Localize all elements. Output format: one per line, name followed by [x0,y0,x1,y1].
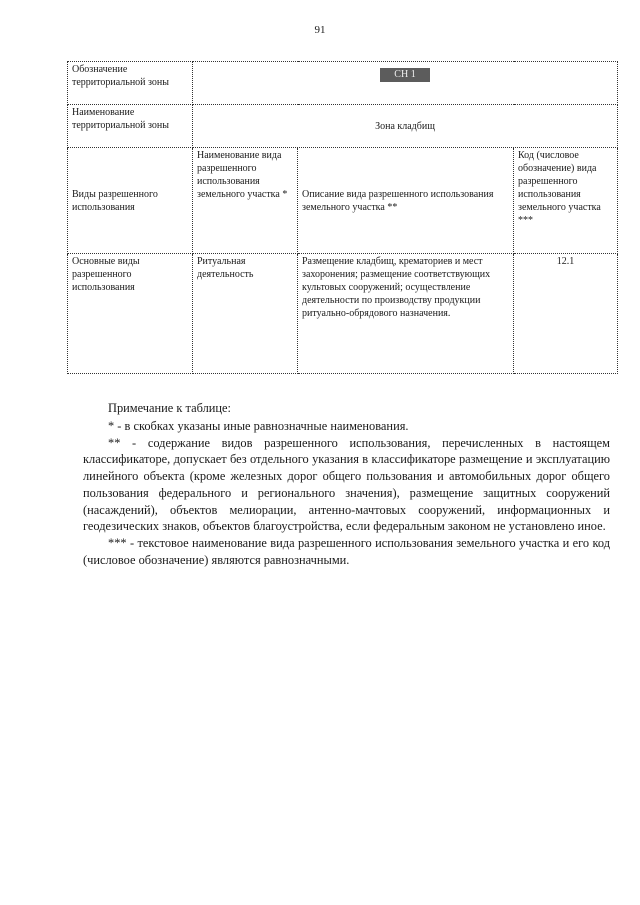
table-row-zone-name [68,105,618,148]
note-1: * - в скобках указаны иные равнозначные наименования. [108,419,409,433]
zone-code-label: Обозначение территориальной зоны [68,62,193,105]
notes-block [83,418,610,568]
table-header-row [68,148,618,254]
note-2: ** - содержание видов разрешенного использования, перечисленных в настоящем классификаторе, допускает без отдельного указания в классификаторе размещение и эксплуатацию линейного объекта (кроме железных дорог общего пользования и автомобильных дорог общего пользования федерального и регионального значения), размещение защитных сооружений (насаждений), объектов мелиорации, антенно-мачтовых сооружений, информационных и геодезических знаков, объектов благоустройства, если федеральным законом не установлено иное. [83,435,610,534]
zone-code-cell [193,62,618,105]
zone-name-label: Наименование территориальной зоны [68,105,193,148]
table-row-zone-code [68,62,618,105]
page-number: 91 [314,24,326,36]
header-col-name: Наименование вида разрешенного использования земельного участка * [193,148,298,254]
header-col-kinds: Виды разрешенного использования [68,148,193,254]
note-3: *** - текстовое наименование вида разрешенного использования земельного участка и его код (числовое обозначение) являются равнозначными. [83,535,610,567]
zone-table [67,61,618,374]
main-description-cell: Размещение кладбищ, крематориев и мест захоронения; размещение соответствующих культовых сооружений; осуществление деятельности по производству продукции ритуально-обрядового назначения. [298,254,514,374]
main-kinds-cell: Основные виды разрешенного использования [68,254,193,374]
header-col-code: Код (числовое обозначение) вида разрешенного использования земельного участка *** [514,148,618,254]
main-code-cell: 12.1 [514,254,618,374]
header-col-description: Описание вида разрешенного использования земельного участка ** [298,148,514,254]
table-row-main [68,254,618,374]
zone-name-value: Зона кладбищ [193,105,618,148]
notes-title: Примечание к таблице: [108,401,231,415]
zone-code-badge: СН 1 [380,68,429,82]
main-name-cell: Ритуальная деятельность [193,254,298,374]
